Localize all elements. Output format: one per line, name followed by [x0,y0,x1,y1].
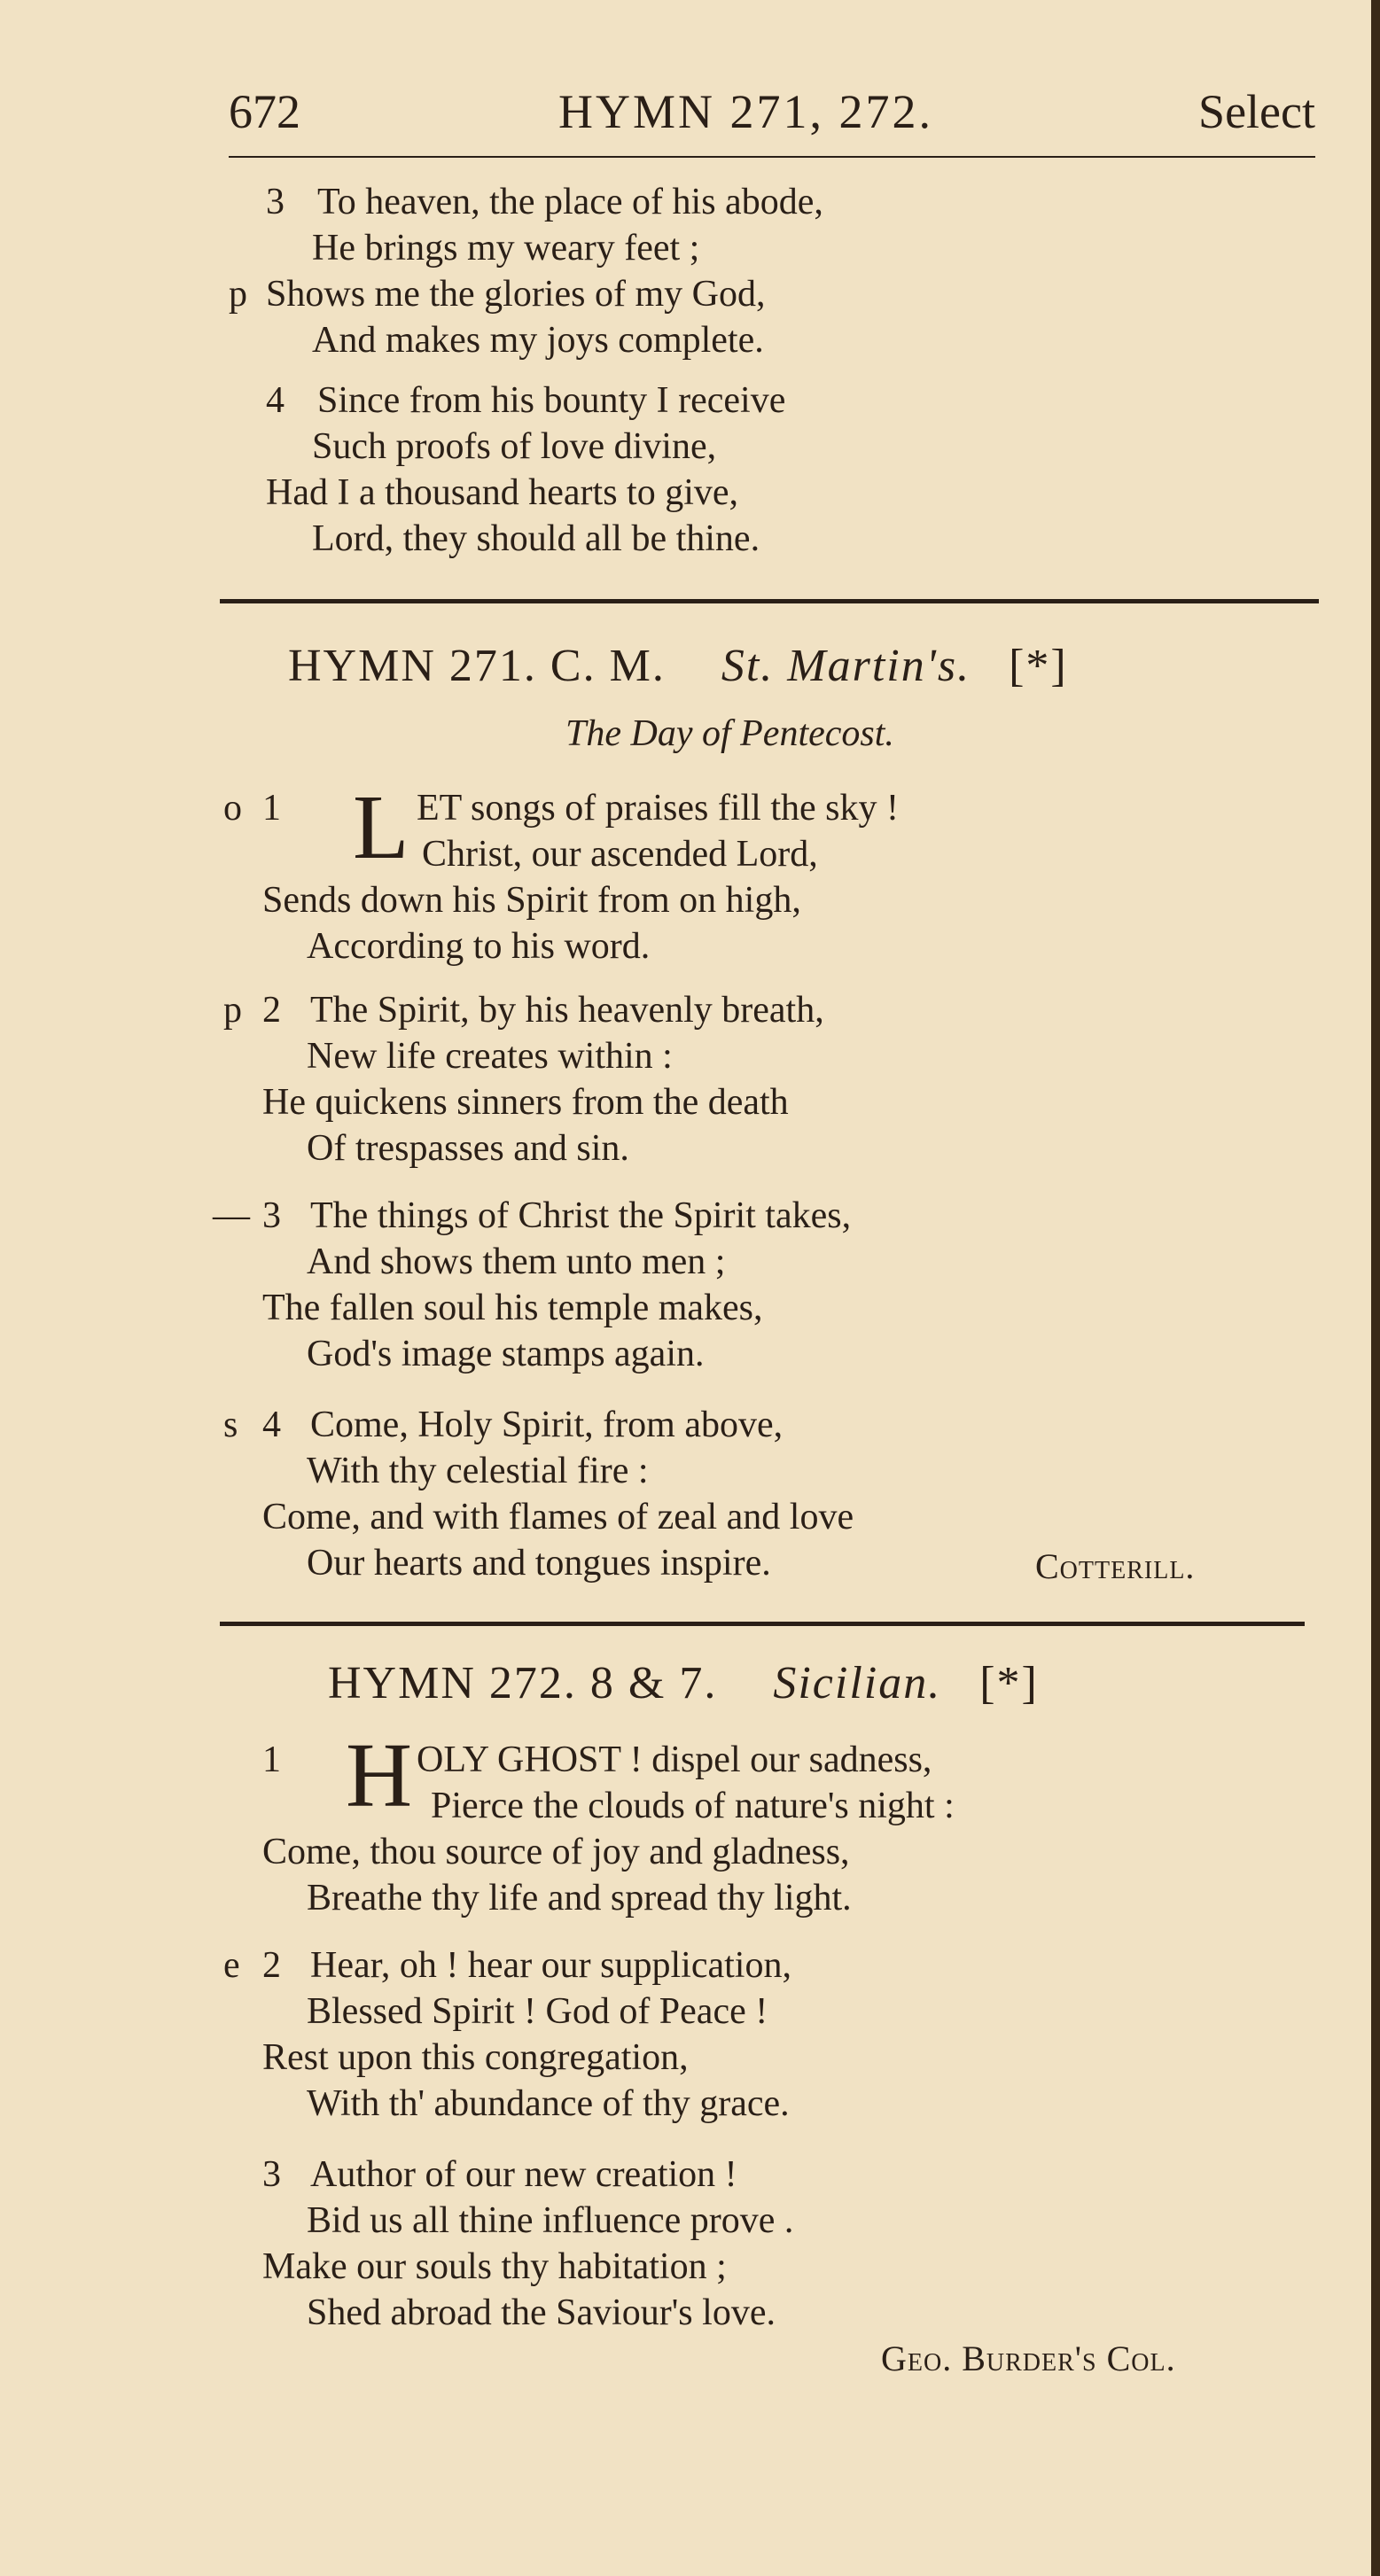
verse-line: Our hearts and tongues inspire. [307,1543,771,1584]
dynamic-mark: — [213,1195,250,1236]
verse-line: He brings my weary feet ; [312,228,700,268]
hymn-272-title [328,1657,1039,1709]
verse-line: The Spirit, by his heavenly breath, [310,990,824,1031]
verse-line: Lord, they should all be thine. [312,518,760,559]
bracket-mark: [*] [1009,641,1068,691]
verse-line: Author of our new creation ! [310,2154,737,2195]
verse-line: And makes my joys complete. [312,320,764,361]
stanza-number: 4 [266,380,285,421]
dynamic-mark: o [223,788,242,829]
dynamic-mark: e [223,1945,240,1986]
hymn-271-author: Cotterill. [1035,1546,1196,1586]
stanza-number: 2 [262,1945,281,1986]
dynamic-mark: s [223,1405,238,1445]
verse-line: New life creates within : [307,1036,673,1077]
verse-line: ET songs of praises fill the sky ! [417,788,899,829]
verse-line: Since from his bounty I receive [317,380,786,421]
hymn-number-meter: HYMN 271. C. M. [288,641,666,691]
verse-line: OLY GHOST ! dispel our sadness, [417,1739,932,1780]
drop-cap: H [346,1724,413,1826]
verse-line: Make our souls thy habitation ; [262,2246,727,2287]
hymn-271-title [288,640,1068,692]
stanza-number: 4 [262,1405,281,1445]
verse-line: The things of Christ the Spirit takes, [310,1195,852,1236]
verse-line: Bid us all thine influence prove . [307,2200,794,2241]
section-rule [220,599,1319,603]
stanza-number: 1 [262,1739,281,1780]
verse-line: Come, and with flames of zeal and love [262,1497,854,1537]
stanza-number: 2 [262,990,281,1031]
verse-line: According to his word. [307,926,651,967]
drop-cap: L [353,776,409,878]
section-rule [220,1622,1305,1626]
running-header [229,84,1315,146]
verse-line: Come, thou source of joy and gladness, [262,1832,850,1872]
verse-line: Sends down his Spirit from on high, [262,880,801,921]
verse-line: Of trespasses and sin. [307,1128,629,1169]
tune-name: Sicilian. [773,1658,942,1708]
verse-line: The fallen soul his temple makes, [262,1288,763,1328]
header-rule [229,156,1315,158]
verse-line: Breathe thy life and spread thy light. [307,1878,852,1918]
hymn-271-subtitle: The Day of Pentecost. [565,713,894,754]
verse-line: Blessed Spirit ! God of Peace ! [307,1991,768,2032]
header-title: HYMN 271, 272. [558,85,934,138]
verse-line: With thy celestial fire : [307,1451,649,1491]
stanza-number: 1 [262,788,281,829]
verse-line: Pierce the clouds of nature's night : [431,1786,955,1826]
verse-line: He quickens sinners from the death [262,1082,789,1123]
verse-line: With th' abundance of thy grace. [307,2083,790,2124]
verse-line: Such proofs of love divine, [312,426,717,467]
stanza-number: 3 [262,2154,281,2195]
page-edge [1371,0,1380,2576]
verse-line: Hear, oh ! hear our supplication, [310,1945,791,1986]
dynamic-mark: p [229,274,247,315]
tune-name: St. Martin's. [721,641,971,691]
verse-line: To heaven, the place of his abode, [317,182,823,222]
verse-line: God's image stamps again. [307,1334,705,1374]
verse-line: Christ, our ascended Lord, [422,834,818,875]
verse-line: And shows them unto men ; [307,1241,726,1282]
verse-line: Shed abroad the Saviour's love. [307,2292,776,2333]
verse-line: Come, Holy Spirit, from above, [310,1405,784,1445]
bracket-mark: [*] [979,1658,1039,1708]
verse-line: Shows me the glories of my God, [266,274,766,315]
stanza-number: 3 [266,182,285,222]
dynamic-mark: p [223,990,242,1031]
verse-line: Rest upon this congregation, [262,2037,689,2078]
verse-line: Had I a thousand hearts to give, [266,472,739,513]
header-section: Select [1198,85,1315,138]
hymn-272-source: Geo. Burder's Col. [881,2339,1176,2378]
stanza-number: 3 [262,1195,281,1236]
page-number: 672 [229,85,300,138]
hymn-number-meter: HYMN 272. 8 & 7. [328,1658,718,1708]
